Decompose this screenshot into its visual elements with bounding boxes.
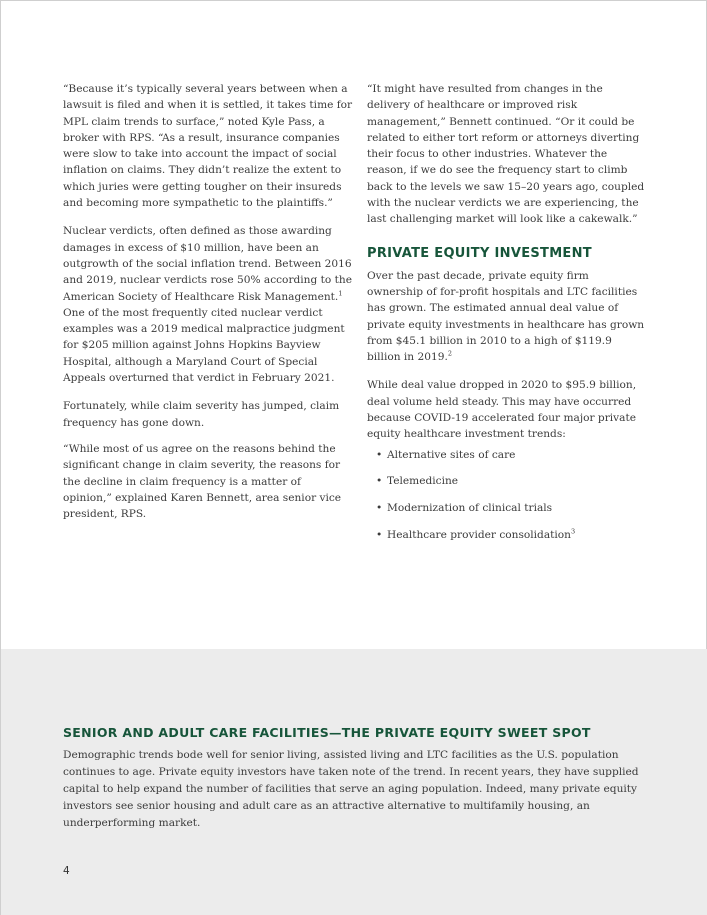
list-item [367,500,647,516]
right-column [367,81,647,554]
deal-value-paragraph: While deal value dropped in 2020 to $95.9 billion, deal volume held steady. This may have occurred because COVID-19 accelerated four major private equity healthcare investment trends: [367,379,637,441]
list-item [367,473,647,489]
footnote-ref-3: 3 [571,527,576,536]
private-equity-paragraph [367,268,647,366]
list-item-text: Healthcare provider consolidation [387,529,571,542]
bennett-continued-paragraph: “It might have resulted from changes in the delivery of healthcare or improved risk management,” Bennett continued. “Or it could be related to either tort reform or attorneys diverting their focus to other industries. Whatever the reason, if we do see the frequency start to climb back to the levels we saw 15–20 years ago, coupled with the nuclear verdicts we are experiencing, the last challenging market will look like a cakewalk.” [367,83,645,226]
senior-care-paragraph: Demographic trends bode well for senior living, assisted living and LTC facilities as the U.S. population continues to age. Private equity investors have taken note of the trend. In recent years, they have supplied capital to help expand the number of facilities that serve an aging population. Indeed, many private equity investors see senior housing and adult care as an attractive alternative to multifamily housing, an underperforming market. [63,749,639,829]
nuclear-verdicts-text-a: Nuclear verdicts, often defined as those awarding damages in excess of $10 million, have been an outgrowth of the social inflation trend. Between 2016 and 2019, nuclear verdicts rose 50% according to the American Society of Healthcare Risk Management. [63,225,352,303]
list-item-text: Alternative sites of care [387,448,516,461]
investment-trends-list [367,447,647,544]
list-item-text: Telemedicine [387,475,459,488]
private-equity-text: Over the past decade, private equity firm ownership of for-profit hospitals and LTC facilities has grown. The estimated annual deal value of private equity investments in healthcare has grown from $45.1 billion in 2010 to a high of $119.9 billion in 2019. [367,269,645,364]
footnote-ref-1: 1 [338,289,343,298]
quote-karen-bennett-paragraph: “While most of us agree on the reasons behind the significant change in claim severity, the reasons for the decline in claim frequency is a matter of opinion,” explained Karen Bennett, area senior vice president, RPS. [63,442,342,521]
private-equity-heading: PRIVATE EQUITY INVESTMENT [367,245,592,261]
list-item [367,447,647,463]
bullet-dot: • [376,475,383,488]
list-item [367,527,647,543]
nuclear-verdicts-paragraph [63,223,353,386]
page-number: 4 [63,865,70,877]
footnote-ref-2: 2 [447,349,452,358]
bullet-dot: • [376,502,383,515]
quote-kyle-pass-paragraph: “Because it’s typically several years between when a lawsuit is filed and when it is settled, it takes time for MPL claim trends to surface,” noted Kyle Pass, a broker with RPS. “As a result, insurance companies were slow to take into account the impact of social inflation on claims. They didn’t realize the extent to which juries were getting tougher on their insureds and becoming more sympathetic to the plaintiffs.” [63,83,353,210]
list-item-text: Modernization of clinical trials [387,502,553,515]
senior-care-heading: SENIOR AND ADULT CARE FACILITIES—THE PRIVATE EQUITY SWEET SPOT [63,725,591,740]
bullet-dot: • [376,529,383,542]
left-column [63,81,353,534]
claim-frequency-paragraph: Fortunately, while claim severity has jumped, claim frequency has gone down. [63,400,340,429]
nuclear-verdicts-text-b: One of the most frequently cited nuclear verdict examples was a 2019 medical malpractice judgment for $205 million against Johns Hopkins Bayview Hospital, although a Maryland Court of Special Appeals overturned that verdict in February 2021. [63,306,345,385]
bullet-dot: • [376,448,383,461]
